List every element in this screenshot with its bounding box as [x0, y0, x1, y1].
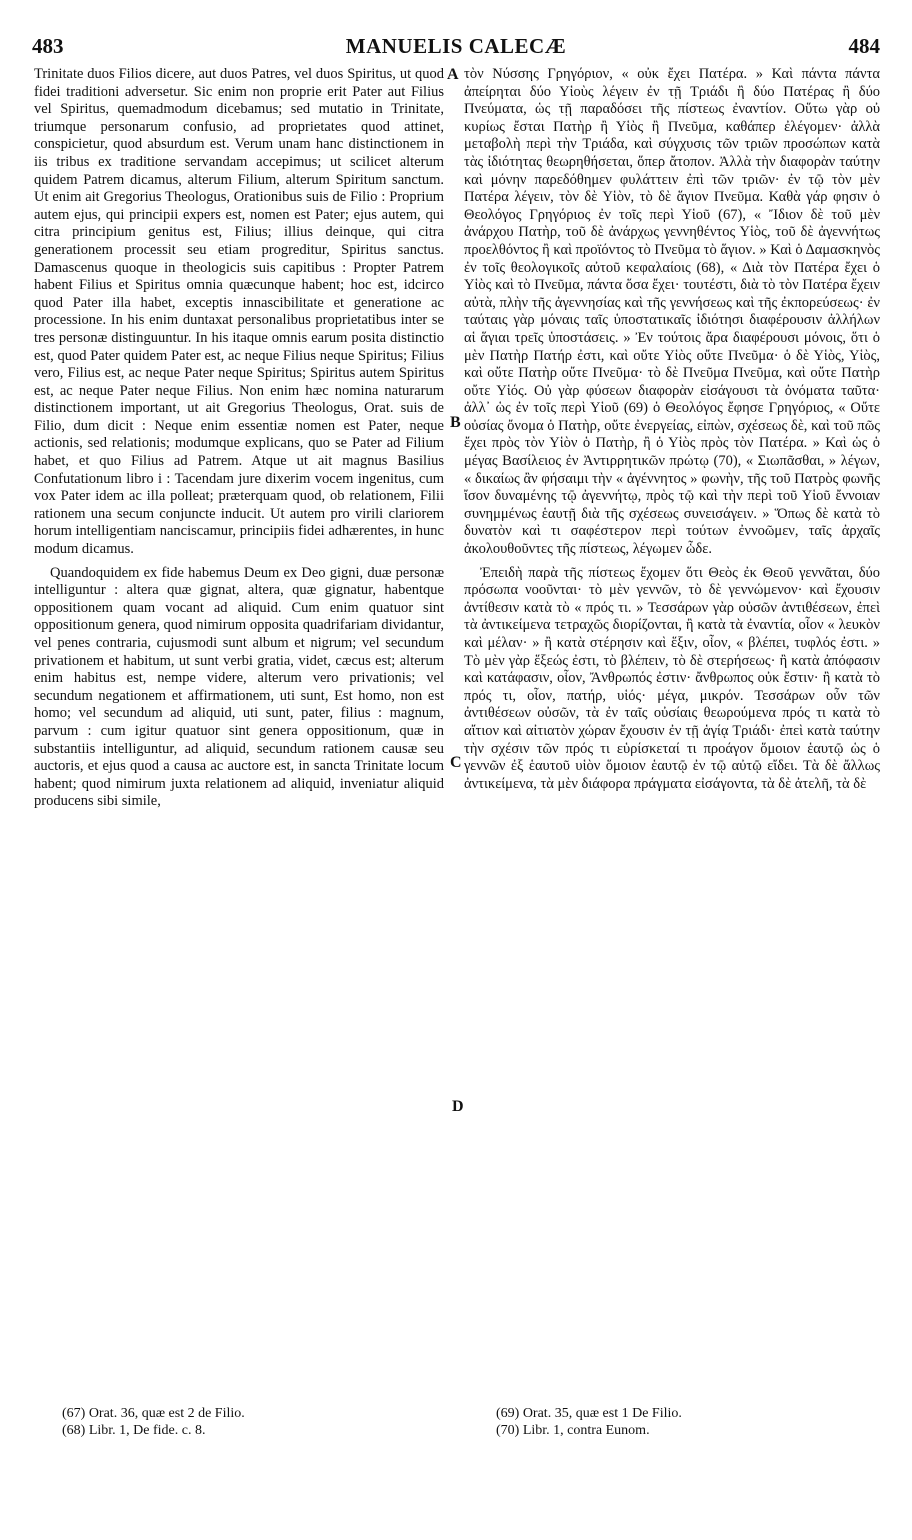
section-marker-b: B: [450, 414, 461, 431]
latin-paragraph-1: Trinitate duos Filios dicere, aut duos Patres, vel duos Spiritus, ut quod fidei traditioni adversetur. Sic enim non proprie erit Pater aut Filius vel Spiritus, quemadmodum dicebamus; sed mutatio in Trinitate, triumque personarum confusio, ad proprietates quod attinet, conspicietur, quod absurdum est. Verum unam hanc distinctionem in iis tribus ex traditione servandam accepimus; ut scilicet alterum quidem Patrem dicamus, alterum Filium, alterum Spiritum sanctum. Ut enim ait Gregorius Theologus, Orationibus suis de Filio : Proprium autem ejus, qui principii expers est, nomen est Pater; ejus autem, qui citra principium genitus est, Filius; illius deinque, qui citra generationem processit seu etiam progreditur, Spiritus sanctus. Damascenus quoque in theologicis suis capitibus : Propter Patrem habent Filius et Spiritus omnia quæcunque habent; hoc est, idcirco quod Pater illa habet, exceptis innascibilitate et generatione ac processione. In his enim duntaxat personalibus proprietatibus inter se tres personæ distinguuntur. In his itaque omnis earum posita distinctio est, quod Pater quidem Pater est, ac neque Filius neque Spiritus; Filius vero, Filius est, ac neque Pater neque Spiritus; Spiritus autem Spiritus est, ac neque Pater neque Filius. Non enim hæc nomina naturarum distinctionem important, ut ait Gregorius Theologus, Orat. suis de Filio, dum dicit : Neque enim essentiæ nomen est Pater, neque actionis, sed relationis; modumque explicans, quo se Pater ad Filium habet, et quo Filius ad Patrem. Atque ut ait magnus Basilius Confutationum libro i : Tacendam jure dixerim vocem ingenitus, cum vox Pater idem ac illa polleat; præterquam quod, ob relationem, Filii rationem una secum conjuncte inducit. Ut autem pro virili clariorem horum intelligentiam nanciscamur, principiis fidei adhærentes, in hunc modum dicamus.: [34, 66, 444, 558]
footnotes-right: [496, 1405, 856, 1439]
footnote-68: (68) Libr. 1, De fide. c. 8.: [62, 1423, 206, 1438]
footnote-67: (67) Orat. 36, quæ est 2 de Filio.: [62, 1406, 245, 1421]
footnotes-left: [62, 1405, 422, 1439]
running-title: MANUELIS CALECÆ: [345, 34, 567, 58]
section-marker-c: C: [450, 754, 462, 771]
section-marker-d: D: [452, 1098, 464, 1115]
latin-paragraph-2: Quandoquidem ex fide habemus Deum ex Deo gigni, duæ personæ intelliguntur : altera quæ gignat, altera, quæ gignatur, habentque oppositionem quam vocant ad aliquid. Cum enim quatuor sint oppositionum genera, quod nimirum opposita quadrifariam dividantur, vel penes contraria, cujusmodi sunt album et nigrum; vel secundum privationem et habitum, ut sunt verbi gratia, videt, cæcus est; alterum enim habitus est, nempe videre, alterum vero privationis; vel secundum negationem et affirmationem, uti sunt, Est homo, non est homo; vel secundum ad aliquid, uti sunt, pater, filius : magnum, parvum : cum igitur quatuor sint genera oppositionum, quæ in substantiis intelliguntur, ad aliquid, secundum rationem causæ seu auctoris, et ejus quod a causa ac auctore est, in sancta Trinitate locum habent; quod nimirum juxta relationem ad aliquid, inveniatur aliquid producens sibi simile,: [34, 564, 444, 810]
greek-column: [464, 66, 880, 1386]
footnote-69: (69) Orat. 35, quæ est 1 De Filio.: [496, 1406, 682, 1421]
section-marker-a: A: [447, 66, 459, 83]
greek-paragraph-1: τὸν Νύσσης Γρηγόριον, « οὐκ ἔχει Πατέρα. » Καὶ πάντα πάντα ἀπείρηται δύο Υἱοὺς λέγειν ἐν τῇ Τριάδι ἢ δύο Πατέρας ἢ δύο Πνεύματα, ὡς τῇ παραδόσει τῆς πίστεως ἐναντίον. Οὕτω γὰρ οὐ κυρίως ἔσται Πατὴρ ἢ Υἱὸς ἢ Πνεῦμα, καθάπερ ἐλέγομεν· ἀλλὰ μεταβολὴ περὶ τὴν Τριάδα, καὶ σύγχυσις τῶν τριῶν προσώπων κατὰ τὰς ἰδιότητας θεωρηθήσεται, ὅπερ ἄτοπον. Ἀλλὰ τὴν διαφορὰν ταύτην καὶ μόνην παρεδόθημεν φυλάττειν ἐπὶ τῶν τριῶν· ἐν τῷ τὸν μὲν Πατέρα λέγειν, τὸν δὲ Υἱὸν, τὸ δὲ ἅγιον Πνεῦμα. Καθὰ γάρ φησιν ὁ Θεολόγος Γρηγόριος ἐν τοῖς περὶ Υἱοῦ (67), « Ἴδιον δὲ τοῦ μὲν ἀνάρχου Πατὴρ, τοῦ δὲ ἀνάρχως γεννηθέντος Υἱὸς, τοῦ δὲ ἀγεννήτως προελθόντος ἢ καὶ προϊόντος τὸ Πνεῦμα τὸ ἅγιον. » Καὶ ὁ Δαμασκηνὸς ἐν τοῖς θεολογικοῖς αὐτοῦ κεφαλαίοις (68), « Διὰ τὸν Πατέρα ἔχει ὁ Υἱὸς καὶ τὸ Πνεῦμα, πάντα ὅσα ἔχει· τουτέστι, διὰ τὸ τὸν Πατέρα ἔχειν αὐτὰ, πλὴν τῆς ἀγεννησίας καὶ τῆς γεννήσεως καὶ τῆς ἐκπορεύσεως· ἐν ταύταις γὰρ μόναις ταῖς ὑποστατικαῖς ἰδιότησι διαφέρουσιν ἀλλήλων αἱ ἅγιαι τρεῖς ὑποστάσεις. » Ἐν τούτοις ἄρα διαφέρουσι μόνοις, ὅτι ὁ μὲν Πατὴρ Πατήρ ἐστι, καὶ οὔτε Υἱὸς οὔτε Πνεῦμα· ὁ δὲ Υἱὸς, Υἱὸς, καὶ οὔτε Πατὴρ οὔτε Πνεῦμα· τὸ δὲ Πνεῦμα Πνεῦμα, καὶ οὔτε Πατὴρ οὔτε Υἱός. Οὐ γὰρ φύσεων διαφορὰν εἰσάγουσι τὰ ὀνόματα ταῦτα· ἀλλ᾽ ὡς ἐν τοῖς περὶ Υἱοῦ (69) ὁ Θεολόγος ἔφησε Γρηγόριος, « Οὔτε οὐσίας ὄνομα ὁ Πατὴρ, οὔτε ἐνεργείας, εἰπὼν, σχέσεως δὲ, καὶ τοῦ πῶς ἔχει πρὸς τὸν Υἱὸν ὁ Πατὴρ, ἢ ὁ Υἱὸς πρὸς τὸν Πατέρα. » Καὶ ὡς ὁ μέγας Βασίλειος ἐν Ἀντιρρητικῶν πρώτῳ (70), « Σιωπᾶσθαι, » λέγων, « δικαίως ἂν φήσαιμι τὴν « ἀγέννητος » φωνὴν, τῆς τοῦ Πατρὸς φωνῆς ἴσον δυναμένης τῷ ἀγεννήτῳ, πρὸς τῷ καὶ τὴν περὶ τοῦ Υἱοῦ ἔννοιαν συνημμένως ἑαυτῇ διὰ τῆς σχέσεως συνεισάγειν. » Ὅπως δὲ κατὰ τὸ δυνατὸν καὶ τι σαφέστερον περὶ τούτων ἐννοῶμεν, ταῖς ἀρχαῖς ἀκολουθοῦντες τῆς πίστεως, λέγωμεν ὧδε.: [464, 66, 880, 558]
page-number-left: 483: [32, 34, 64, 58]
footnote-70: (70) Libr. 1, contra Eunom.: [496, 1423, 650, 1438]
latin-column: [34, 66, 444, 1386]
greek-paragraph-2: Ἐπειδὴ παρὰ τῆς πίστεως ἔχομεν ὅτι Θεὸς ἐκ Θεοῦ γεννᾶται, δύο πρόσωπα νοοῦνται· τὸ μὲν γεννῶν, τὸ δὲ γεννώμενον· καὶ ἔχουσιν ἀντίθεσιν κατὰ τὸ « πρός τι. » Τεσσάρων γὰρ οὐσῶν ἀντιθέσεων, ἐπεὶ τὰ ἀντικείμενα τετραχῶς διορίζονται, ἢ κατὰ τὰ ἐναντία, οἷον « λευκὸν καὶ μέλαν· » ἢ κατὰ στέρησιν καὶ ἕξιν, οἷον, « βλέπει, τυφλός ἐστι. » Τὸ μὲν γὰρ ἕξεώς ἐστι, τὸ βλέπειν, τὸ δὲ στερήσεως· ἢ κατὰ ἀπόφασιν καὶ κατάφασιν, οἷον, Ἄνθρωπός ἐστιν· ἄνθρωπος οὐκ ἔστιν· ἢ κατὰ τὸ πρός τι, οἷον, πατήρ, υἱός· μέγα, μικρόν. Τεσσάρων οὖν τῶν ἀντιθέσεων οὐσῶν, τὰ ἐν ταῖς οὐσίαις θεωρούμενα πρός τι κατὰ τὸ αἴτιον καὶ αἰτιατὸν χώραν ἔχουσιν ἐν τῇ ἁγίᾳ Τριάδι· ἐπεὶ κατὰ ταύτην τὴν σχέσιν τῶν πρός τι εὑρίσκεταί τι προάγον ὅμοιον ἑαυτῷ ὡς ὁ γεννῶν ἐξ ἑαυτοῦ υἱὸν ὅμοιον ἑαυτῷ ἐν τῷ αὐτῷ εἴδει. Τὰ δὲ ἄλλως ἀντικείμενα, τὰ μὲν διάφορα πράγματα εἰσάγοντα, τὰ δὲ ἀτελῆ, τὰ δὲ: [464, 564, 880, 792]
page-header: [32, 30, 880, 60]
page-number-right: 484: [848, 34, 880, 58]
